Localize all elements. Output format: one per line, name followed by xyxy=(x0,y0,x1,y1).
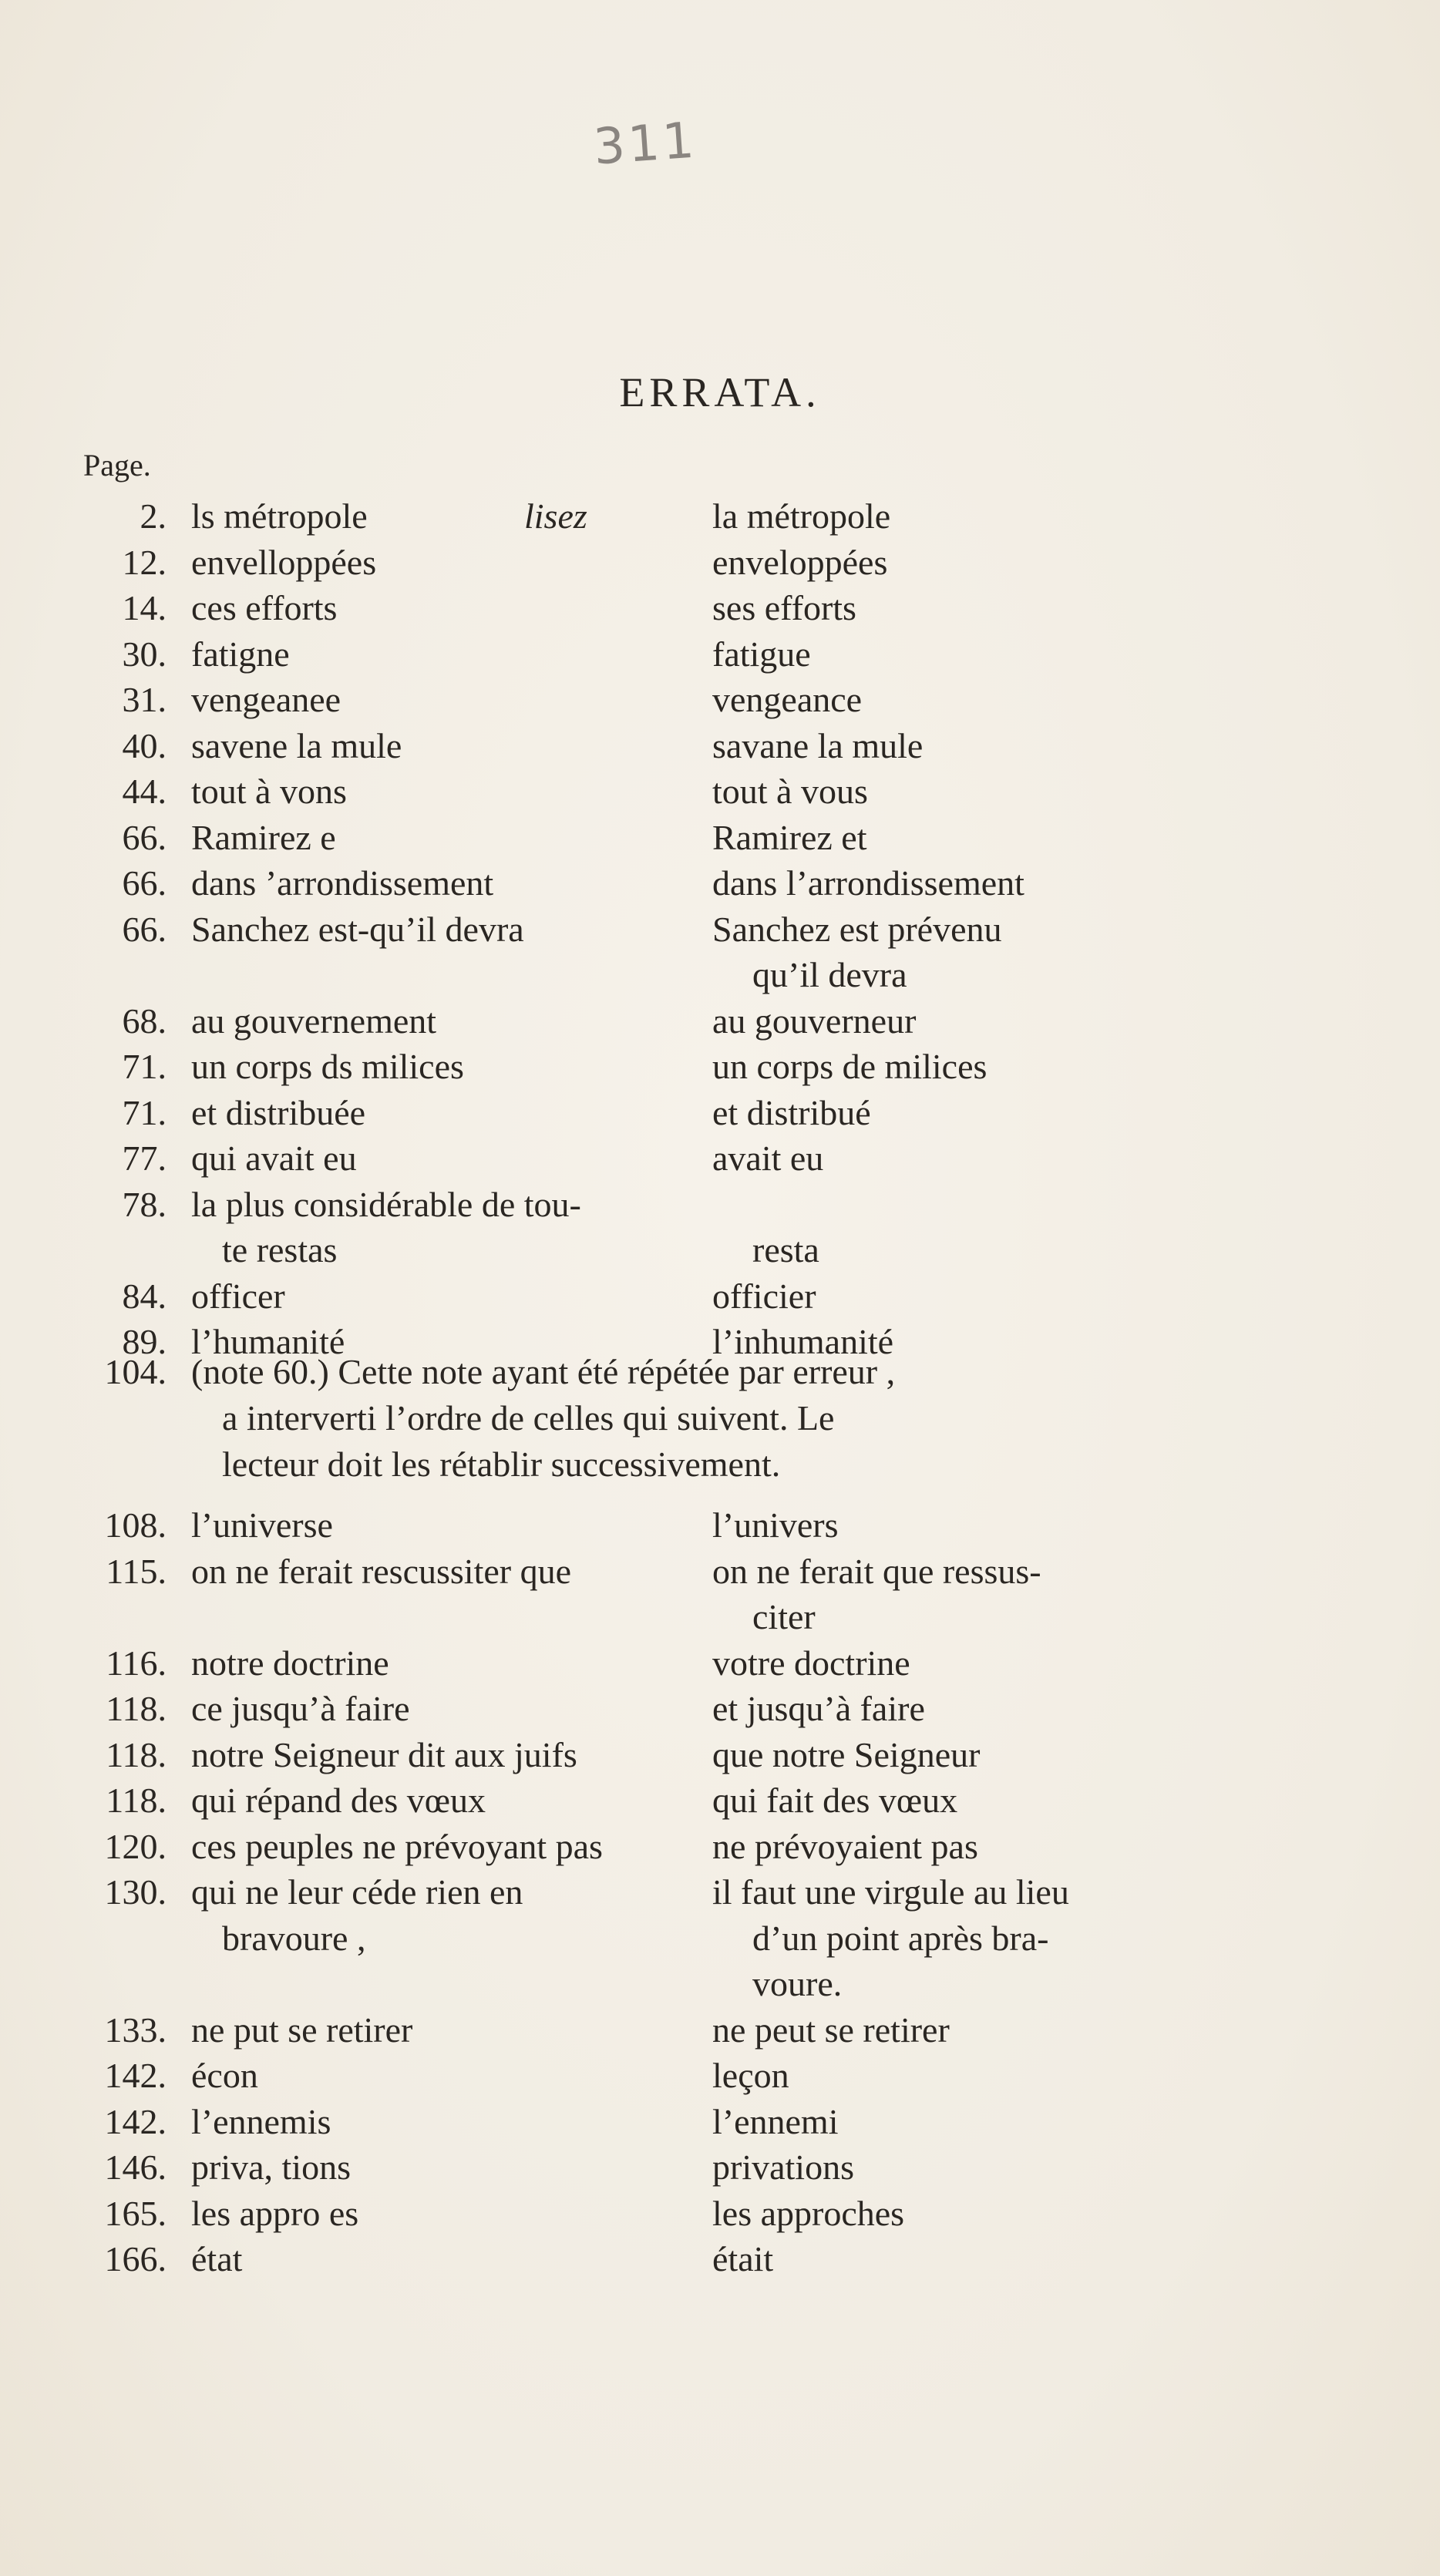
errata-page-number: 165. xyxy=(104,2193,167,2233)
errata-correction-text: l’ennemi xyxy=(712,2101,839,2141)
errata-correction-text: au gouverneur xyxy=(712,1000,917,1041)
errata-row xyxy=(0,2191,1440,2237)
errata-correction-text: leçon xyxy=(712,2056,789,2095)
errata-correction-text: tout à vous xyxy=(712,772,868,811)
errata-page-number: 68. xyxy=(122,1000,167,1041)
errata-correction-text: il faut une virgule au lieu xyxy=(712,1872,1069,1912)
errata-error-text: état xyxy=(191,2239,243,2278)
errata-row-continuation xyxy=(0,1594,1440,1640)
errata-row xyxy=(0,860,1440,906)
errata-page-number: 14. xyxy=(122,588,167,627)
errata-error-text: officer xyxy=(191,1276,285,1316)
errata-row-continuation xyxy=(0,952,1440,998)
errata-error-text: l’ennemis xyxy=(191,2101,331,2141)
errata-error-text: au gouvernement xyxy=(191,1000,437,1041)
errata-row xyxy=(0,1182,1440,1228)
errata-correction-text: qui fait des vœux xyxy=(712,1781,958,1820)
errata-row xyxy=(0,2007,1440,2053)
errata-error-text: dans ’arrondissement xyxy=(191,863,494,903)
errata-row xyxy=(0,677,1440,723)
errata-page-number: 120. xyxy=(104,1826,167,1866)
errata-row xyxy=(0,1869,1440,1915)
errata-correction-continuation: d’un point après bra- xyxy=(752,1918,1049,1958)
errata-row xyxy=(0,723,1440,769)
errata-error-text: notre doctrine xyxy=(191,1643,389,1683)
errata-row xyxy=(0,1549,1440,1595)
errata-error-text: ces peuples ne prévoyant pas xyxy=(191,1826,603,1866)
errata-row xyxy=(0,540,1440,586)
errata-correction-text: Ramirez et xyxy=(712,817,867,857)
errata-row xyxy=(0,1135,1440,1182)
errata-row xyxy=(0,585,1440,631)
errata-error-text: on ne ferait rescussiter que xyxy=(191,1551,572,1591)
errata-error-text: ls métropole xyxy=(191,496,368,536)
errata-page-number: 89. xyxy=(122,1322,167,1361)
errata-page-number: 66. xyxy=(122,817,167,857)
errata-page-number: 118. xyxy=(106,1689,167,1728)
errata-page-number: 116. xyxy=(106,1643,167,1683)
errata-error-text: ces efforts xyxy=(191,588,338,627)
errata-correction-text: et distribué xyxy=(712,1092,871,1132)
note-line-2: a interverti l’ordre de celles qui suivent. Le xyxy=(222,1398,835,1438)
errata-row xyxy=(0,998,1440,1044)
errata-correction-text: l’inhumanité xyxy=(712,1322,894,1361)
errata-error-text: un corps ds milices xyxy=(191,1047,464,1086)
errata-page-number: 142. xyxy=(104,2056,167,2095)
errata-page-number: 108. xyxy=(104,1505,167,1545)
errata-error-text: tout à vons xyxy=(191,772,347,811)
errata-correction-text: officier xyxy=(712,1276,816,1316)
errata-row-continuation xyxy=(0,1961,1440,2007)
note-page-number: 104. xyxy=(104,1352,167,1391)
errata-row xyxy=(0,631,1440,678)
errata-row xyxy=(0,1044,1440,1090)
errata-row xyxy=(0,815,1440,861)
errata-correction-text: privations xyxy=(712,2147,854,2187)
errata-correction-text: enveloppées xyxy=(712,542,888,582)
errata-error-text: qui avait eu xyxy=(191,1138,357,1178)
errata-row xyxy=(0,1777,1440,1824)
page-title: ERRATA. xyxy=(619,369,821,415)
errata-error-continuation: bravoure , xyxy=(222,1918,366,1958)
note-page-number-row xyxy=(0,1349,1440,1395)
errata-row-continuation xyxy=(0,1227,1440,1273)
errata-row xyxy=(0,2053,1440,2099)
errata-correction-continuation: resta xyxy=(752,1230,819,1270)
errata-page-number: 31. xyxy=(122,680,167,719)
errata-error-text: la plus considérable de tou- xyxy=(191,1184,581,1224)
errata-row xyxy=(0,1502,1440,1549)
errata-page-number: 66. xyxy=(122,863,167,903)
errata-row xyxy=(0,1732,1440,1778)
errata-correction-continuation: qu’il devra xyxy=(752,955,907,994)
errata-correction-text: vengeance xyxy=(712,680,863,719)
errata-correction-text: un corps de milices xyxy=(712,1047,987,1086)
note-line-1: (note 60.) Cette note ayant été répétée par erreur , xyxy=(191,1352,896,1391)
errata-page-number: 142. xyxy=(104,2101,167,2141)
errata-correction-continuation: citer xyxy=(752,1597,816,1636)
errata-page-number: 44. xyxy=(122,772,167,811)
errata-row xyxy=(0,1640,1440,1687)
errata-correction-text: la métropole xyxy=(712,496,891,536)
errata-page-number: 133. xyxy=(104,2009,167,2050)
errata-row xyxy=(0,493,1440,540)
errata-row xyxy=(0,1686,1440,1732)
errata-error-text: envelloppées xyxy=(191,542,377,582)
errata-row-continuation xyxy=(0,1915,1440,1962)
errata-error-text: vengeanee xyxy=(191,680,341,719)
errata-page-number: 115. xyxy=(106,1551,167,1591)
errata-page-number: 2. xyxy=(140,496,167,536)
errata-page-number: 118. xyxy=(106,1734,167,1774)
errata-page-number: 146. xyxy=(104,2147,167,2187)
errata-row xyxy=(0,1090,1440,1136)
errata-correction-text: et jusqu’à faire xyxy=(712,1689,925,1728)
errata-error-text: ne put se retirer xyxy=(191,2009,413,2050)
errata-page-number: 71. xyxy=(122,1092,167,1132)
errata-correction-text: on ne ferait que ressus- xyxy=(712,1551,1041,1591)
errata-correction-text: dans l’arrondissement xyxy=(712,863,1024,903)
errata-page-number: 30. xyxy=(122,634,167,674)
errata-error-text: notre Seigneur dit aux juifs xyxy=(191,1734,577,1774)
errata-page-number: 66. xyxy=(122,909,167,949)
errata-correction-text: ne prévoyaient pas xyxy=(712,1826,978,1866)
errata-correction-text: avait eu xyxy=(712,1138,824,1178)
errata-error-text: qui répand des vœux xyxy=(191,1781,486,1820)
errata-error-text: l’universe xyxy=(191,1505,333,1545)
errata-error-text: l’humanité xyxy=(191,1322,345,1361)
lisez-label: lisez xyxy=(524,496,587,536)
errata-page-number: 77. xyxy=(122,1138,167,1178)
errata-page-number: 40. xyxy=(122,725,167,765)
errata-correction-text: l’univers xyxy=(712,1505,839,1545)
errata-row xyxy=(0,768,1440,815)
errata-row xyxy=(0,906,1440,953)
errata-error-text: ce jusqu’à faire xyxy=(191,1689,410,1728)
errata-row xyxy=(0,2236,1440,2282)
errata-error-text: écon xyxy=(191,2056,258,2095)
errata-row xyxy=(0,2099,1440,2145)
errata-correction-text: les approches xyxy=(712,2193,905,2233)
errata-correction-text: ne peut se retirer xyxy=(712,2009,950,2050)
errata-correction-text: savane la mule xyxy=(712,725,924,765)
errata-correction-text: votre doctrine xyxy=(712,1643,910,1683)
errata-page-number: 130. xyxy=(104,1872,167,1912)
errata-row xyxy=(0,1273,1440,1320)
errata-error-text: priva, tions xyxy=(191,2147,351,2187)
errata-correction-text: ses efforts xyxy=(712,588,856,627)
errata-error-text: qui ne leur céde rien en xyxy=(191,1872,523,1912)
errata-error-text: les appro es xyxy=(191,2193,359,2233)
errata-correction-text: Sanchez est prévenu xyxy=(712,909,1002,949)
page-column-label: Page. xyxy=(83,448,151,483)
pencil-folio-mark: 311 xyxy=(591,112,699,177)
errata-error-text: fatigne xyxy=(191,634,290,674)
note-line-3: lecteur doit les rétablir successivement. xyxy=(222,1444,781,1484)
errata-correction-text: était xyxy=(712,2239,774,2278)
errata-page-number: 118. xyxy=(106,1781,167,1820)
errata-page-number: 84. xyxy=(122,1276,167,1316)
errata-error-text: Sanchez est-qu’il devra xyxy=(191,909,524,949)
errata-page-number: 78. xyxy=(122,1184,167,1224)
errata-error-text: Ramirez e xyxy=(191,817,336,857)
errata-page-number: 71. xyxy=(122,1047,167,1086)
errata-page-number: 12. xyxy=(122,542,167,582)
errata-correction-text: que notre Seigneur xyxy=(712,1734,981,1774)
errata-correction-text: fatigue xyxy=(712,634,811,674)
errata-error-text: savene la mule xyxy=(191,725,402,765)
errata-row xyxy=(0,1824,1440,1870)
errata-row xyxy=(0,2144,1440,2191)
errata-error-text: et distribuée xyxy=(191,1092,366,1132)
errata-correction-continuation: voure. xyxy=(752,1964,843,2003)
errata-page-number: 166. xyxy=(104,2239,167,2278)
errata-error-continuation: te restas xyxy=(222,1230,338,1270)
